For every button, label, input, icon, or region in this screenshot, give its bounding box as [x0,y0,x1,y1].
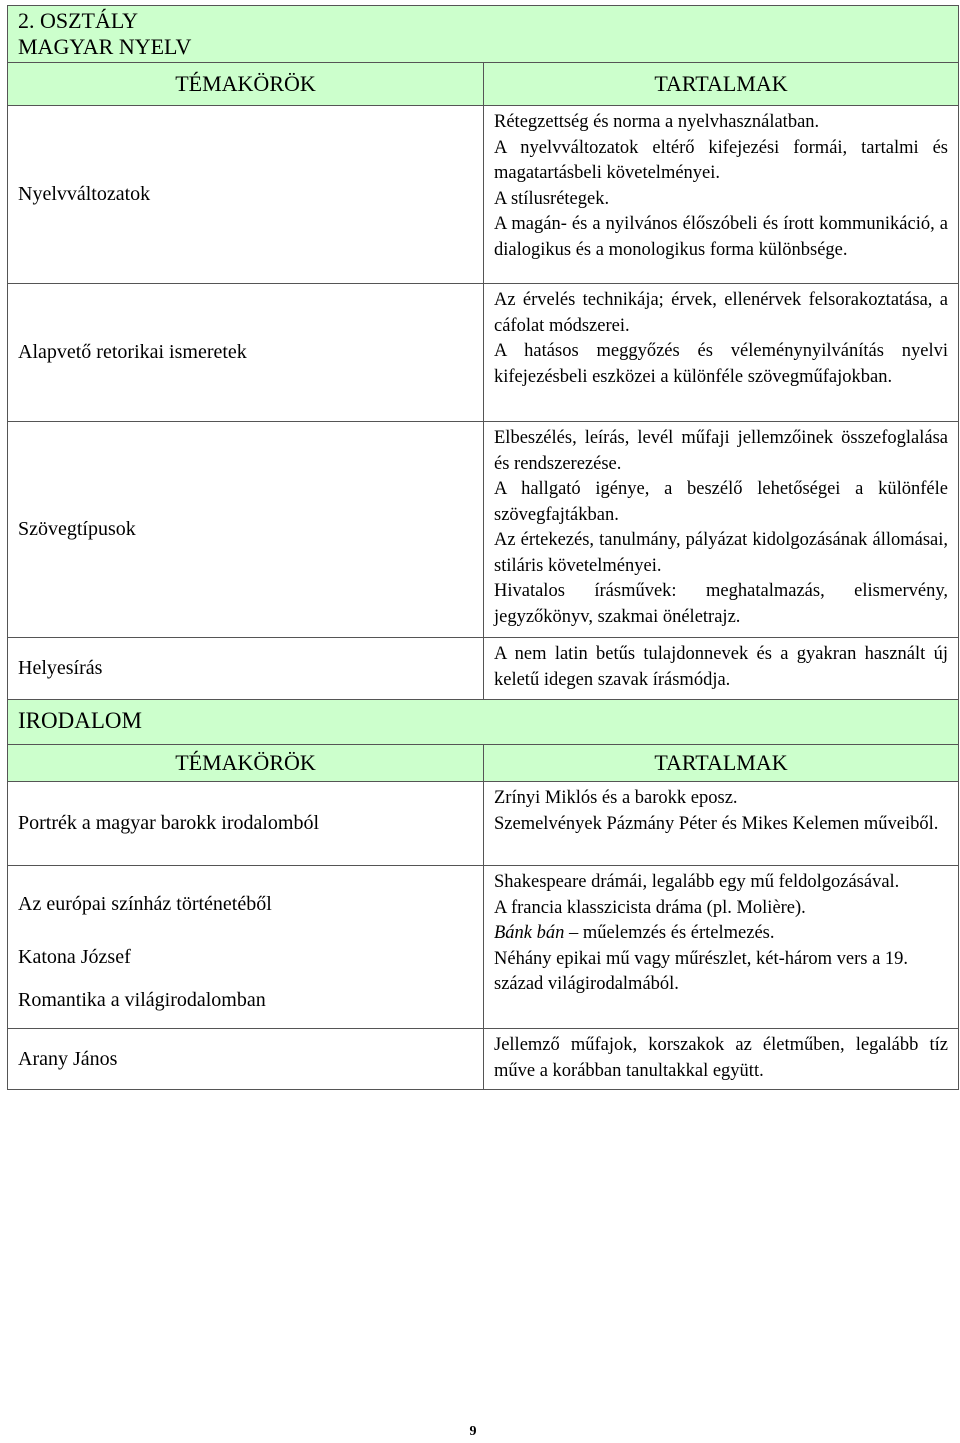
topic-cell: Arany János [8,1029,484,1090]
subject-title: MAGYAR NYELV [18,34,192,59]
curriculum-table [7,5,959,1090]
content-cell [484,866,959,1029]
col-header-contents: TARTALMAK [484,63,959,106]
topic-cell: Szövegtípusok [8,422,484,638]
content-line: A francia klasszicista dráma (pl. Molière). [494,897,806,918]
table-row [8,866,959,1029]
content-line: Az érvelés technikája; érvek, ellenérvek felsorakoztatása, a cáfolat módszerei. [494,290,948,336]
topic-cell: Portrék a magyar barokk irodalomból [8,782,484,866]
document-page [7,5,958,1090]
grade-header-row [8,6,959,63]
content-cell [484,106,959,284]
content-cell [484,782,959,866]
topic-cell: Helyesírás [8,638,484,700]
topic-cell: Katona József [18,945,131,968]
content-line: A stílusrétegek. [494,188,610,209]
content-text: – műelemzés és értelmezés. [564,923,775,943]
content-line: Hivatalos írásművek: meghatalmazás, elismervény, jegyzőkönyv, szakmai önéletrajz. [494,581,948,627]
topic-cell: Nyelvváltozatok [8,106,484,284]
col-header-topics: TÉMAKÖRÖK [8,63,484,106]
content-line: Shakespeare drámái, legalább egy mű feldolgozásával. [494,872,900,892]
work-title: Bánk bán [494,923,565,943]
content-line: A nem latin betűs tulajdonnevek és a gyakran használt új keletű idegen szavak írásmódja. [494,644,948,690]
literature-title-row [8,700,959,745]
language-column-headers [8,63,959,106]
content-line: Szemelvények Pázmány Péter és Mikes Kelemen műveiből. [494,813,939,834]
table-row [8,782,959,866]
literature-column-headers [8,745,959,782]
content-line [494,921,948,947]
col-header-contents: TARTALMAK [484,745,959,782]
content-line: Az értekezés, tanulmány, pályázat kidolgozásának állomásai, stiláris követelményei. [494,530,948,576]
content-line: A hallgató igénye, a beszélő lehetőségei a különféle szövegfajtákban. [494,479,948,525]
content-line: Elbeszélés, leírás, levél műfaji jellemzőinek összefoglalása és rendszerezése. [494,428,948,474]
content-cell [484,422,959,638]
content-line: A magán- és a nyilvános élőszóbeli és írott kommunikáció, a dialogikus és a monologikus forma különbsége. [494,214,948,260]
topic-cell: Alapvető retorikai ismeretek [8,284,484,422]
content-line: Rétegzettség és norma a nyelvhasználatban. [494,112,820,132]
table-row [8,1029,959,1090]
table-row [8,638,959,700]
literature-title: IRODALOM [8,700,959,745]
content-line: Jellemző műfajok, korszakok az életműben, legalább tíz műve a korábban tanultakkal együtt. [494,1035,948,1081]
content-line: A nyelvváltozatok eltérő kifejezési formái, tartalmi és magatartásbeli követelményei. [494,137,948,183]
table-row [8,106,959,284]
content-line: Néhány epikai mű vagy műrészlet, két-három vers a 19. század világirodalmából. [494,948,909,994]
col-header-topics: TÉMAKÖRÖK [8,745,484,782]
topic-cell: Az európai színház történetéből [18,892,272,915]
table-row [8,284,959,422]
content-cell [484,638,959,700]
content-line: A hatásos meggyőzés és véleménynyilvánítás nyelvi kifejezésbeli eszközei a különféle szövegműfajokban. [494,341,948,387]
grade-title: 2. OSZTÁLY [18,8,139,33]
content-cell [484,1029,959,1090]
topic-cell: Romantika a világirodalomban [18,988,266,1011]
page-number: 9 [469,1424,477,1439]
table-row [8,422,959,638]
content-line: Zrínyi Miklós és a barokk eposz. [494,788,738,808]
content-cell [484,284,959,422]
